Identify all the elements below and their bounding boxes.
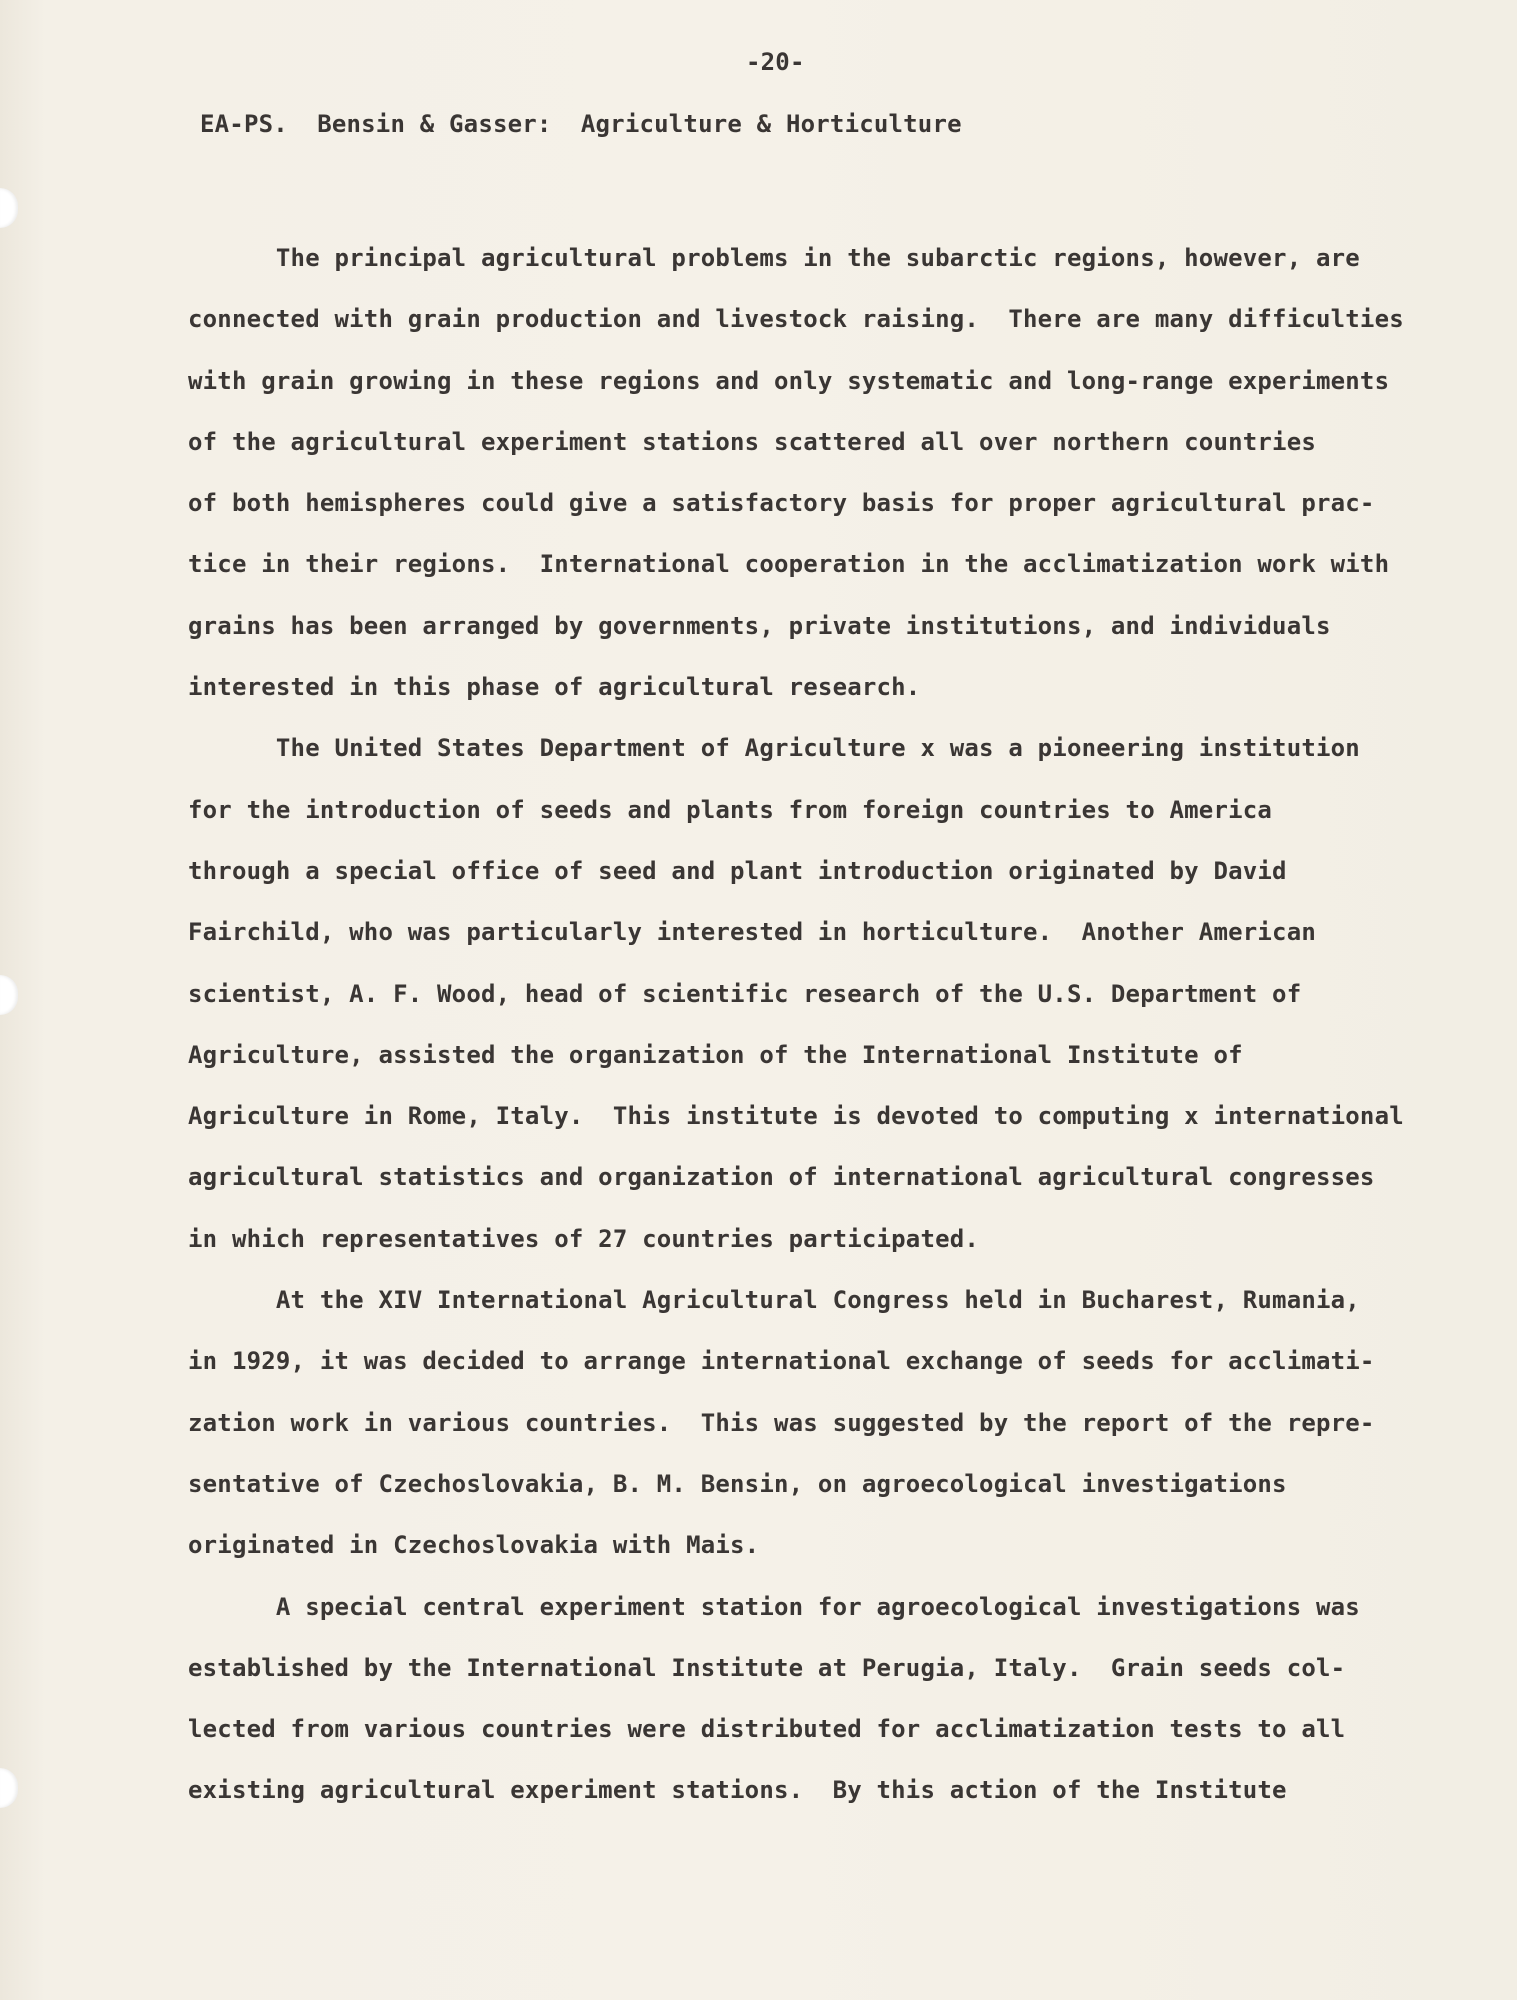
text-line: Agriculture in Rome, Italy. This institute is devoted to computing x international	[188, 1102, 1404, 1131]
text-line: scientist, A. F. Wood, head of scientific research of the U.S. Department of	[188, 979, 1302, 1008]
page-header: EA-PS. Bensin & Gasser: Agriculture & Horticulture	[200, 110, 962, 138]
text-line: agricultural statistics and organization of international agricultural congresses	[188, 1163, 1375, 1192]
text-line: connected with grain production and livestock raising. There are many difficulties	[188, 305, 1404, 334]
text-line: in which representatives of 27 countries participated.	[188, 1224, 980, 1253]
text-line: Agriculture, assisted the organization of the International Institute of	[188, 1040, 1243, 1069]
text-line: At the XIV International Agricultural Congress held in Bucharest, Rumania,	[188, 1286, 1360, 1315]
text-line: sentative of Czechoslovakia, B. M. Bensin, on agroecological investigations	[188, 1469, 1287, 1498]
text-line: grains has been arranged by governments, private institutions, and individuals	[188, 611, 1331, 640]
text-line: with grain growing in these regions and only systematic and long-range experiments	[188, 366, 1390, 395]
text-line: interested in this phase of agricultural research.	[188, 673, 921, 702]
text-line: The United States Department of Agriculture x was a pioneering institution	[188, 734, 1360, 763]
text-line: zation work in various countries. This was suggested by the report of the repre-	[188, 1408, 1375, 1437]
punch-hole	[0, 188, 18, 228]
text-line: existing agricultural experiment stations. By this action of the Institute	[188, 1776, 1287, 1805]
text-line: for the introduction of seeds and plants from foreign countries to America	[188, 795, 1273, 824]
page-number: -20-	[746, 48, 805, 76]
text-line: Fairchild, who was particularly interested in horticulture. Another American	[188, 918, 1316, 947]
punch-hole	[0, 975, 18, 1015]
body-text	[188, 228, 1404, 1822]
text-line: of the agricultural experiment stations scattered all over northern countries	[188, 427, 1316, 456]
text-line: established by the International Institute at Perugia, Italy. Grain seeds col-	[188, 1653, 1346, 1682]
text-line: A special central experiment station for agroecological investigations was	[188, 1592, 1360, 1621]
text-line: The principal agricultural problems in the subarctic regions, however, are	[188, 244, 1360, 272]
text-line: through a special office of seed and plant introduction originated by David	[188, 856, 1287, 885]
text-line: lected from various countries were distributed for acclimatization tests to all	[188, 1715, 1346, 1744]
text-line: of both hemispheres could give a satisfactory basis for proper agricultural prac-	[188, 489, 1375, 518]
punch-hole	[0, 1768, 18, 1808]
text-line: originated in Czechoslovakia with Mais.	[188, 1531, 760, 1560]
text-line: tice in their regions. International cooperation in the acclimatization work with	[188, 550, 1390, 579]
text-line: in 1929, it was decided to arrange international exchange of seeds for acclimati-	[188, 1347, 1375, 1376]
